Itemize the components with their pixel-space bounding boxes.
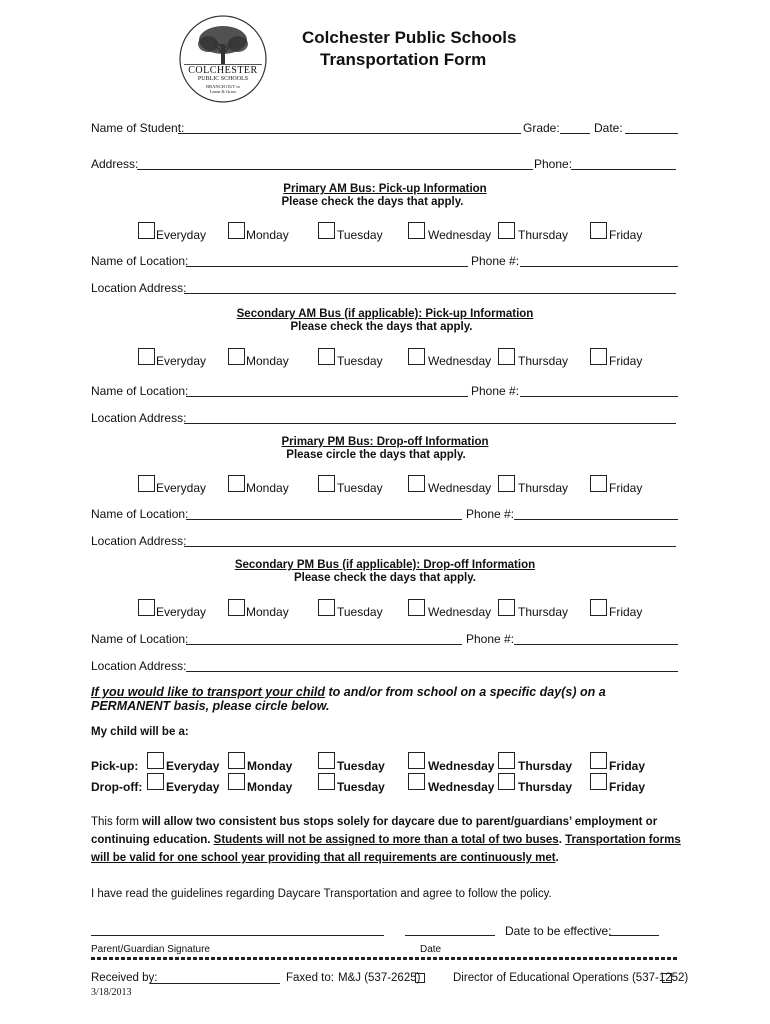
- checkbox-friday[interactable]: [590, 348, 607, 365]
- location-address-field[interactable]: [186, 671, 678, 672]
- location-address-field[interactable]: [184, 423, 676, 424]
- dropoff-checkbox-friday[interactable]: [590, 773, 607, 790]
- day-row: [0, 599, 770, 619]
- location-name-field[interactable]: [186, 644, 462, 645]
- logo-subname: PUBLIC SCHOOLS: [197, 76, 249, 82]
- location-phone-field[interactable]: [520, 266, 678, 267]
- pickup-checkbox-friday[interactable]: [590, 752, 607, 769]
- day-label: Wednesday: [428, 481, 492, 495]
- grade-field[interactable]: [560, 133, 590, 134]
- location-name-label: Name of Location:: [91, 632, 189, 646]
- effective-date-label: Date to be effective:: [505, 924, 612, 938]
- checkbox-friday[interactable]: [590, 599, 607, 616]
- location-address-field[interactable]: [184, 293, 676, 294]
- checkbox-thursday[interactable]: [498, 599, 515, 616]
- day-label: Tuesday: [337, 228, 383, 242]
- day-label: Friday: [609, 780, 646, 794]
- pickup-label: Pick-up:: [91, 759, 139, 773]
- day-label: Monday: [247, 780, 293, 794]
- location-address-field[interactable]: [184, 546, 676, 547]
- faxed-to-label: Faxed to:: [286, 972, 334, 984]
- checkbox-thursday[interactable]: [498, 222, 515, 239]
- section-heading: Primary PM Bus: Drop-off Information: [281, 436, 489, 448]
- date-caption: Date: [420, 944, 442, 955]
- checkbox-tuesday[interactable]: [318, 348, 335, 365]
- permanent-intro-line2: PERMANENT basis, please circle below.: [91, 699, 330, 713]
- logo-motto-1: BRANCH OUT to: [206, 84, 240, 89]
- location-phone-field[interactable]: [520, 396, 678, 397]
- day-label: Thursday: [518, 228, 569, 242]
- location-phone-field[interactable]: [514, 519, 678, 520]
- form-title: Colchester Public Schools: [302, 28, 517, 47]
- agreement-text: I have read the guidelines regarding Daycare Transportation and agree to follow the policy.: [91, 888, 552, 900]
- checkbox-everyday[interactable]: [138, 599, 155, 616]
- dropoff-row: [0, 773, 770, 793]
- location-name-field[interactable]: [186, 266, 468, 267]
- director-label: Director of Educational Operations (537-1252): [453, 972, 689, 984]
- address-field[interactable]: [137, 169, 533, 170]
- section-instruction: Please check the days that apply.: [281, 196, 464, 208]
- day-label: Thursday: [518, 759, 573, 773]
- day-label: Wednesday: [428, 354, 492, 368]
- day-label: Thursday: [518, 481, 569, 495]
- location-name-field[interactable]: [186, 519, 462, 520]
- checkbox-wednesday[interactable]: [408, 475, 425, 492]
- form-revision-date: 3/18/2013: [91, 987, 132, 998]
- phone-field[interactable]: [571, 169, 676, 170]
- checkbox-wednesday[interactable]: [408, 599, 425, 616]
- day-label: Friday: [609, 481, 643, 495]
- day-label: Monday: [246, 605, 289, 619]
- day-label: Everyday: [156, 354, 207, 368]
- day-label: Everyday: [166, 759, 220, 773]
- logo-name: COLCHESTER: [188, 65, 258, 76]
- pickup-row: [0, 752, 770, 772]
- section-instruction: Please circle the days that apply.: [286, 449, 466, 461]
- day-label: Thursday: [518, 605, 569, 619]
- day-row: [0, 475, 770, 495]
- location-name-label: Name of Location:: [91, 384, 189, 398]
- permanent-intro-underlined: If you would like to transport your child: [91, 685, 326, 699]
- student-name-label: Name of Student:: [91, 121, 185, 135]
- section-heading: Secondary PM Bus (if applicable): Drop-off Information: [234, 559, 536, 571]
- checkbox-friday[interactable]: [590, 222, 607, 239]
- director-checkbox[interactable]: [662, 973, 672, 983]
- day-label: Everyday: [166, 780, 220, 794]
- checkbox-monday[interactable]: [228, 599, 245, 616]
- policy-text-underlined: Students will not be assigned to more than a total of two buses: [213, 834, 559, 846]
- day-label: Monday: [246, 228, 289, 242]
- permanent-intro-rest: to and/or from school on a specific day(s) on a: [325, 685, 606, 699]
- day-label: Friday: [609, 605, 643, 619]
- location-phone-label: Phone #:: [471, 254, 520, 268]
- day-label: Everyday: [156, 605, 207, 619]
- logo-motto-2: Learn & Grow: [209, 89, 237, 94]
- checkbox-friday[interactable]: [590, 475, 607, 492]
- dropoff-checkbox-tuesday[interactable]: [318, 773, 335, 790]
- day-label: Friday: [609, 354, 643, 368]
- day-label: Wednesday: [428, 759, 495, 773]
- dropoff-checkbox-wednesday[interactable]: [408, 773, 425, 790]
- section-instruction: Please check the days that apply.: [290, 321, 473, 333]
- section-heading: Secondary AM Bus (if applicable): Pick-up Information: [236, 308, 534, 320]
- location-phone-label: Phone #:: [466, 507, 515, 521]
- day-label: Thursday: [518, 780, 573, 794]
- pickup-checkbox-everyday[interactable]: [147, 752, 164, 769]
- day-label: Monday: [246, 354, 289, 368]
- day-label: Everyday: [156, 228, 207, 242]
- dropoff-checkbox-monday[interactable]: [228, 773, 245, 790]
- mj-label: M&J (537-2625): [338, 972, 421, 984]
- student-name-field[interactable]: [178, 133, 521, 134]
- checkbox-tuesday[interactable]: [318, 475, 335, 492]
- policy-text-bold: will allow two consistent bus stops solely for daycare due to parent/guardians’ employment or: [142, 816, 658, 828]
- checkbox-thursday[interactable]: [498, 475, 515, 492]
- checkbox-tuesday[interactable]: [318, 222, 335, 239]
- checkbox-monday[interactable]: [228, 222, 245, 239]
- checkbox-monday[interactable]: [228, 348, 245, 365]
- day-label: Everyday: [156, 481, 207, 495]
- date-field[interactable]: [625, 133, 678, 134]
- section-instruction: Please check the days that apply.: [294, 572, 476, 584]
- location-name-field[interactable]: [186, 396, 468, 397]
- phone-label: Phone:: [534, 157, 573, 171]
- received-by-label: Received by:: [91, 972, 158, 984]
- mj-checkbox[interactable]: [415, 973, 425, 983]
- checkbox-tuesday[interactable]: [318, 599, 335, 616]
- pickup-checkbox-tuesday[interactable]: [318, 752, 335, 769]
- location-phone-label: Phone #:: [471, 384, 520, 398]
- pickup-checkbox-thursday[interactable]: [498, 752, 515, 769]
- effective-date-field[interactable]: [609, 935, 659, 936]
- location-phone-field[interactable]: [514, 644, 678, 645]
- day-label: Tuesday: [337, 605, 383, 619]
- policy-text-underlined: Transportation forms: [565, 834, 681, 846]
- address-label: Address:: [91, 157, 139, 171]
- policy-text-bold: .: [558, 834, 566, 846]
- checkbox-thursday[interactable]: [498, 348, 515, 365]
- policy-line-2: [91, 834, 681, 846]
- day-label: Tuesday: [337, 354, 383, 368]
- section-heading: Primary AM Bus: Pick-up Information: [283, 183, 487, 195]
- date-label: Date:: [594, 121, 623, 135]
- policy-text-bold: continuing education.: [91, 834, 214, 846]
- checkbox-wednesday[interactable]: [408, 348, 425, 365]
- checkbox-everyday[interactable]: [138, 222, 155, 239]
- dropoff-checkbox-thursday[interactable]: [498, 773, 515, 790]
- signature-date-field[interactable]: [405, 935, 495, 936]
- my-child-label: My child will be a:: [91, 726, 189, 738]
- dropoff-label: Drop-off:: [91, 780, 143, 794]
- location-name-label: Name of Location:: [91, 254, 189, 268]
- dropoff-checkbox-everyday[interactable]: [147, 773, 164, 790]
- dotted-divider: [91, 957, 679, 960]
- signature-field[interactable]: [91, 935, 384, 936]
- day-row: [0, 222, 770, 242]
- policy-text-underlined: will be valid for one school year providing that all requirements are continuously met: [91, 852, 556, 864]
- day-label: Tuesday: [337, 780, 385, 794]
- location-phone-label: Phone #:: [466, 632, 515, 646]
- checkbox-wednesday[interactable]: [408, 222, 425, 239]
- grade-label: Grade:: [523, 121, 560, 135]
- policy-line-3: [91, 852, 559, 864]
- day-label: Wednesday: [428, 228, 492, 242]
- checkbox-everyday[interactable]: [138, 475, 155, 492]
- day-label: Tuesday: [337, 759, 385, 773]
- location-address-label: Location Address:: [91, 281, 187, 295]
- checkbox-everyday[interactable]: [138, 348, 155, 365]
- day-label: Monday: [247, 759, 293, 773]
- day-label: Wednesday: [428, 780, 495, 794]
- location-address-label: Location Address:: [91, 659, 187, 673]
- policy-text: This form: [91, 816, 143, 828]
- day-label: Tuesday: [337, 481, 383, 495]
- location-address-label: Location Address:: [91, 411, 187, 425]
- location-address-label: Location Address:: [91, 534, 187, 548]
- day-row: [0, 348, 770, 368]
- day-label: Friday: [609, 759, 646, 773]
- day-label: Friday: [609, 228, 643, 242]
- policy-line-1: [91, 816, 657, 828]
- signature-label: Parent/Guardian Signature: [91, 944, 210, 955]
- pickup-checkbox-monday[interactable]: [228, 752, 245, 769]
- form-subtitle: Transportation Form: [320, 50, 487, 69]
- day-label: Monday: [246, 481, 289, 495]
- day-label: Thursday: [518, 354, 569, 368]
- pickup-checkbox-wednesday[interactable]: [408, 752, 425, 769]
- location-name-label: Name of Location:: [91, 507, 189, 521]
- day-label: Wednesday: [428, 605, 492, 619]
- policy-text-bold: .: [555, 852, 559, 864]
- permanent-intro: [91, 685, 606, 699]
- received-by-field[interactable]: [150, 983, 280, 984]
- checkbox-monday[interactable]: [228, 475, 245, 492]
